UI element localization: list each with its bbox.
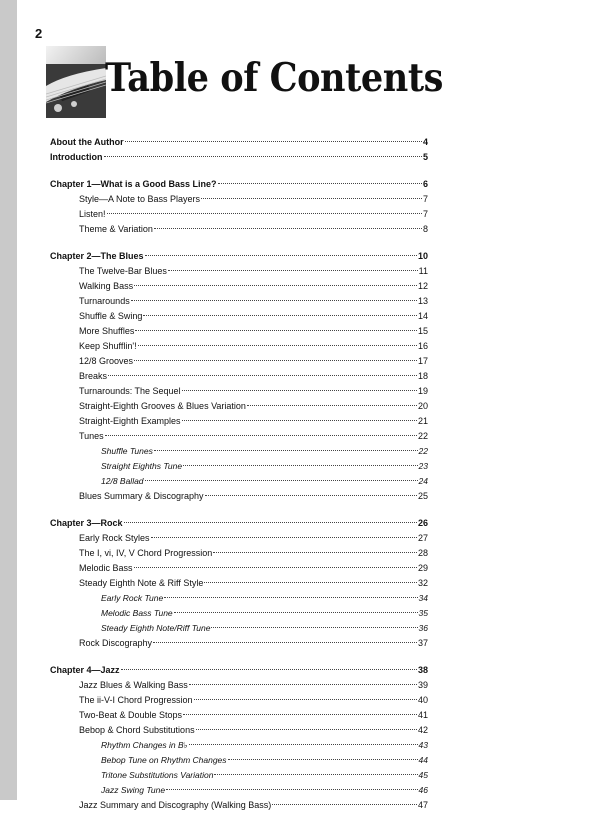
toc-entry-title: Straight-Eighth Grooves & Blues Variation [79, 401, 246, 411]
dot-leader [125, 141, 422, 142]
toc-page-number: 7 [422, 194, 428, 204]
dot-leader [183, 465, 417, 466]
dot-leader [145, 255, 417, 256]
page-spine [0, 0, 17, 800]
toc-page-number: 13 [417, 296, 428, 306]
toc-entry-title: Style—A Note to Bass Players [79, 194, 201, 204]
toc-entry-title: Straight-Eighth Examples [79, 416, 181, 426]
toc-entry-title: 12/8 Ballad [101, 476, 144, 486]
toc-page-number: 10 [417, 251, 428, 261]
toc-entry-title: Jazz Blues & Walking Bass [79, 680, 188, 690]
toc-entry-title: Introduction [50, 152, 103, 162]
toc-page-number: 17 [417, 356, 428, 366]
toc-page-number: 24 [418, 476, 428, 486]
toc-entry-title: Chapter 3—Rock [50, 518, 123, 528]
toc-entry-title: Turnarounds: The Sequel [79, 386, 181, 396]
toc-entry [50, 354, 428, 369]
dot-leader [154, 450, 418, 451]
dot-leader [164, 597, 417, 598]
toc-entry-title: Bebop Tune on Rhythm Changes [101, 755, 227, 765]
toc-entry-title: Melodic Bass Tune [101, 608, 173, 618]
table-of-contents [50, 135, 428, 813]
toc-entry [50, 738, 428, 753]
dot-leader [107, 213, 422, 214]
dot-leader [131, 300, 417, 301]
toc-entry [50, 444, 428, 459]
toc-entry-title: Straight Eighths Tune [101, 461, 183, 471]
toc-entry [50, 369, 428, 384]
dot-leader [108, 375, 417, 376]
page-title: Table of Contents [105, 55, 443, 101]
toc-entry [50, 294, 428, 309]
dot-leader [194, 699, 417, 700]
toc-page-number: 20 [417, 401, 428, 411]
toc-entry-title: Early Rock Tune [101, 593, 164, 603]
dot-leader [135, 330, 417, 331]
toc-entry-title: About the Author [50, 137, 124, 147]
toc-page-number: 38 [417, 665, 428, 675]
toc-entry-title: Breaks [79, 371, 108, 381]
toc-entry-title: The Twelve-Bar Blues [79, 266, 167, 276]
toc-page-number: 4 [422, 137, 428, 147]
toc-entry-title: Two-Beat & Double Stops [79, 710, 183, 720]
toc-entry [50, 693, 428, 708]
toc-entry [50, 324, 428, 339]
toc-entry-title: Shuffle & Swing [79, 311, 143, 321]
toc-entry-title: Jazz Swing Tune [101, 785, 166, 795]
dot-leader [138, 345, 417, 346]
toc-entry-title: Rock Discography [79, 638, 153, 648]
toc-entry [50, 192, 428, 207]
dot-leader [153, 642, 417, 643]
toc-entry-title: 12/8 Grooves [79, 356, 134, 366]
dot-leader [218, 183, 422, 184]
toc-entry [50, 222, 428, 237]
toc-entry-title: Rhythm Changes in B♭ [101, 740, 188, 750]
toc-page-number: 43 [418, 740, 428, 750]
dot-leader [166, 789, 417, 790]
toc-entry-title: Chapter 2—The Blues [50, 251, 144, 261]
toc-entry [50, 723, 428, 738]
toc-page-number: 37 [417, 638, 428, 648]
toc-entry [50, 768, 428, 783]
toc-entry-title: The I, vi, IV, V Chord Progression [79, 548, 213, 558]
toc-entry-title: Keep Shufflin'! [79, 341, 137, 351]
toc-entry [50, 708, 428, 723]
toc-page-number: 25 [417, 491, 428, 501]
dot-leader [189, 744, 418, 745]
dot-leader [213, 552, 417, 553]
toc-section-entry [50, 150, 428, 165]
dot-leader [196, 729, 417, 730]
dot-leader [182, 420, 417, 421]
toc-page-number: 34 [418, 593, 428, 603]
toc-entry [50, 678, 428, 693]
toc-entry [50, 621, 428, 636]
dot-leader [143, 315, 417, 316]
toc-page-number: 40 [417, 695, 428, 705]
dot-leader [134, 360, 417, 361]
toc-entry [50, 798, 428, 813]
toc-entry-title: More Shuffles [79, 326, 135, 336]
toc-entry-title: Tritone Substitutions Variation [101, 770, 214, 780]
dot-leader [134, 567, 417, 568]
toc-entry-title: Chapter 1—What is a Good Bass Line? [50, 179, 217, 189]
toc-entry [50, 561, 428, 576]
toc-page-number: 36 [418, 623, 428, 633]
toc-page-number: 27 [417, 533, 428, 543]
toc-entry [50, 591, 428, 606]
toc-entry [50, 459, 428, 474]
toc-entry-title: Melodic Bass [79, 563, 133, 573]
toc-page-number: 7 [422, 209, 428, 219]
toc-page-number: 46 [418, 785, 428, 795]
toc-entry-title: Steady Eighth Note & Riff Style [79, 578, 204, 588]
toc-page-number: 12 [417, 281, 428, 291]
toc-page-number: 11 [418, 266, 428, 276]
toc-entry [50, 309, 428, 324]
toc-entry [50, 207, 428, 222]
dot-leader [183, 714, 417, 715]
toc-page-number: 16 [417, 341, 428, 351]
bass-guitar-image [46, 46, 106, 118]
dot-leader [211, 627, 417, 628]
toc-page-number: 26 [417, 518, 428, 528]
dot-leader [121, 669, 417, 670]
dot-leader [151, 537, 417, 538]
toc-entry-title: Chapter 4—Jazz [50, 665, 120, 675]
toc-page-number: 23 [418, 461, 428, 471]
toc-page-number: 22 [418, 446, 428, 456]
toc-page-number: 47 [417, 800, 428, 810]
toc-page-number: 18 [417, 371, 428, 381]
toc-page-number: 29 [417, 563, 428, 573]
toc-page-number: 22 [417, 431, 428, 441]
toc-page-number: 45 [418, 770, 428, 780]
dot-leader [272, 804, 417, 805]
toc-page-number: 21 [417, 416, 428, 426]
toc-page-number: 8 [422, 224, 428, 234]
dot-leader [182, 390, 417, 391]
toc-entry-title: Listen! [79, 209, 106, 219]
toc-entry [50, 414, 428, 429]
dot-leader [174, 612, 418, 613]
dot-leader [247, 405, 417, 406]
toc-entry-title: Jazz Summary and Discography (Walking Bass) [79, 800, 272, 810]
toc-section-entry [50, 135, 428, 150]
toc-entry-title: Walking Bass [79, 281, 134, 291]
dot-leader [205, 495, 417, 496]
toc-entry [50, 606, 428, 621]
toc-section-entry [50, 177, 428, 192]
toc-page-number: 39 [417, 680, 428, 690]
toc-page-number: 32 [417, 578, 428, 588]
toc-entry [50, 783, 428, 798]
toc-page-number: 14 [417, 311, 428, 321]
toc-entry [50, 429, 428, 444]
toc-entry [50, 576, 428, 591]
dot-leader [201, 198, 422, 199]
toc-entry [50, 546, 428, 561]
dot-leader [104, 156, 422, 157]
toc-section-entry [50, 516, 428, 531]
toc-page-number: 5 [422, 152, 428, 162]
dot-leader [134, 285, 417, 286]
toc-entry [50, 531, 428, 546]
page-number: 2 [35, 26, 43, 41]
toc-entry-title: The ii-V-I Chord Progression [79, 695, 193, 705]
toc-page-number: 19 [417, 386, 428, 396]
toc-entry-title: Blues Summary & Discography [79, 491, 204, 501]
dot-leader [204, 582, 417, 583]
toc-entry [50, 339, 428, 354]
toc-entry [50, 489, 428, 504]
toc-page-number: 6 [422, 179, 428, 189]
toc-page-number: 42 [417, 725, 428, 735]
dot-leader [145, 480, 418, 481]
dot-leader [105, 435, 417, 436]
toc-entry [50, 474, 428, 489]
dot-leader [214, 774, 417, 775]
toc-section-entry [50, 663, 428, 678]
toc-entry-title: Early Rock Styles [79, 533, 150, 543]
toc-entry-title: Bebop & Chord Substitutions [79, 725, 195, 735]
toc-page-number: 44 [418, 755, 428, 765]
toc-page-number: 35 [418, 608, 428, 618]
dot-leader [154, 228, 422, 229]
toc-page-number: 41 [417, 710, 428, 720]
toc-entry-title: Tunes [79, 431, 104, 441]
dot-leader [228, 759, 418, 760]
toc-entry [50, 279, 428, 294]
toc-entry-title: Turnarounds [79, 296, 130, 306]
toc-entry-title: Theme & Variation [79, 224, 153, 234]
toc-page-number: 28 [417, 548, 428, 558]
toc-page-number: 15 [417, 326, 428, 336]
toc-entry [50, 753, 428, 768]
toc-entry [50, 399, 428, 414]
dot-leader [189, 684, 417, 685]
dot-leader [168, 270, 418, 271]
dot-leader [124, 522, 417, 523]
toc-section-entry [50, 249, 428, 264]
toc-entry [50, 384, 428, 399]
toc-entry [50, 264, 428, 279]
toc-entry-title: Shuffle Tunes [101, 446, 153, 456]
toc-entry [50, 636, 428, 651]
toc-entry-title: Steady Eighth Note/Riff Tune [101, 623, 211, 633]
